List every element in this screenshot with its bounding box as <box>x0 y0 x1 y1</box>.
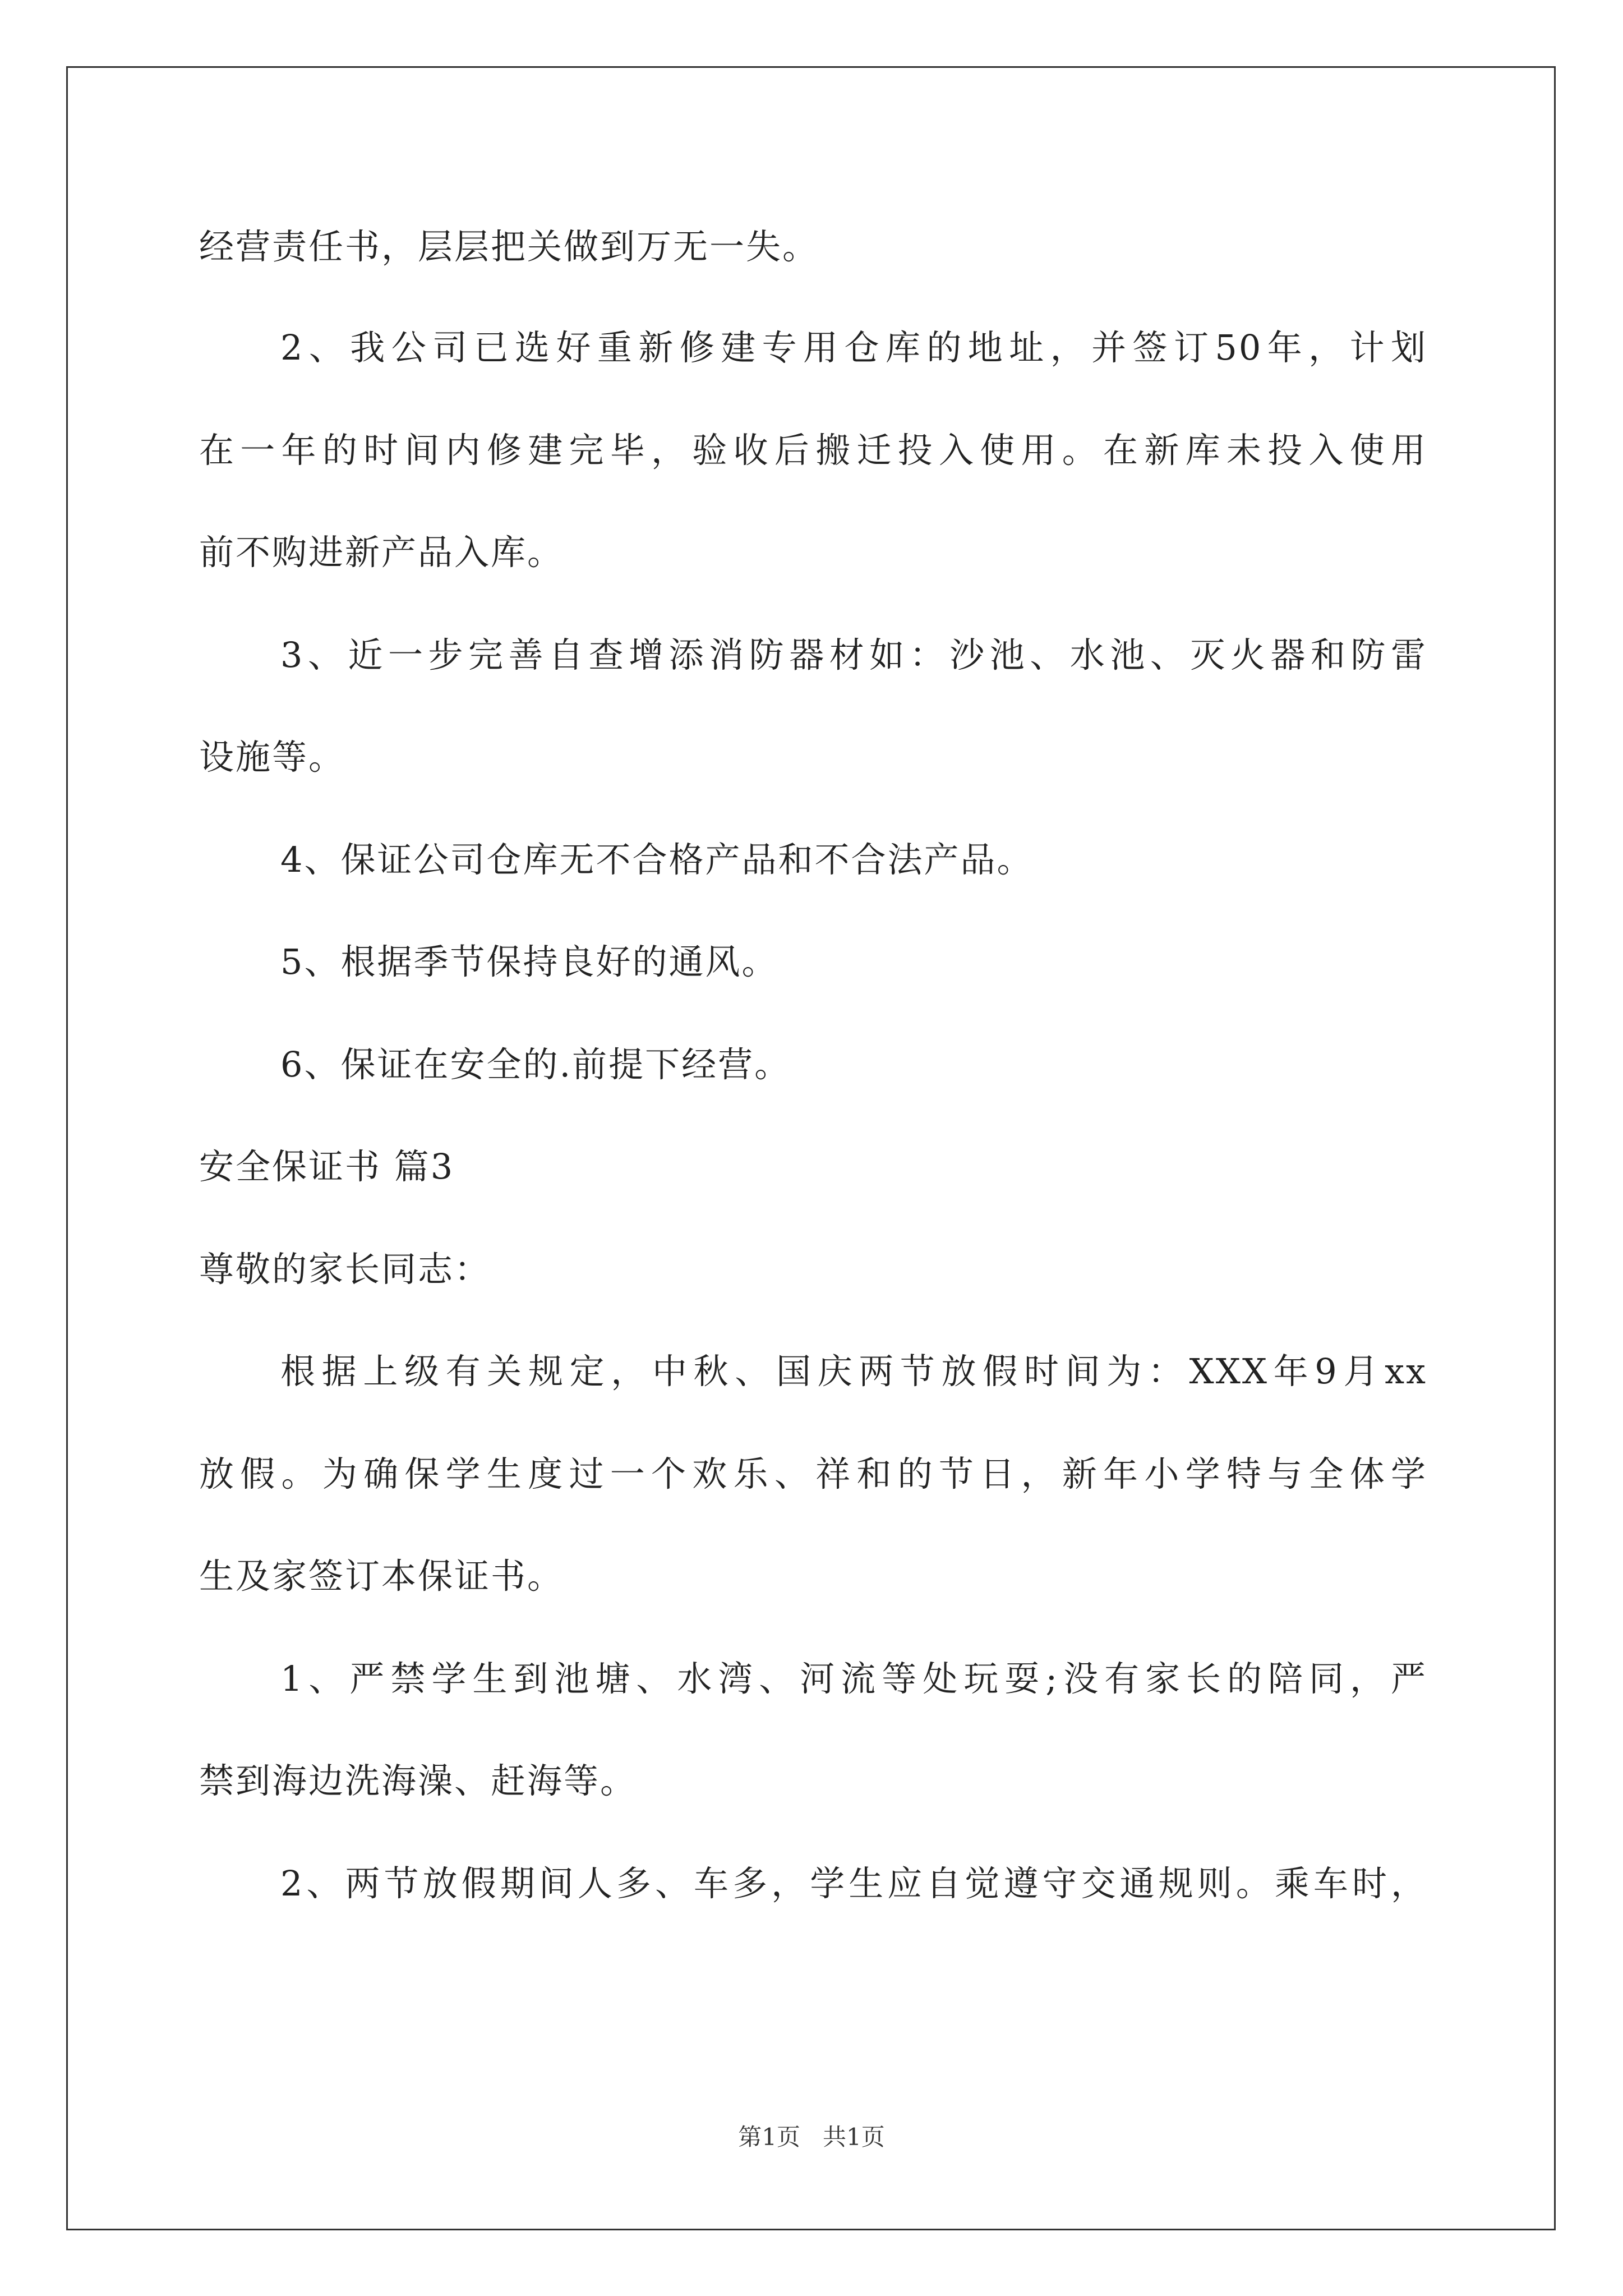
text-line: 4、保证公司仓库无不合格产品和不合法产品。 <box>280 839 1034 880</box>
text-line: 5、根据季节保持良好的通风。 <box>280 941 778 982</box>
text-line: 2、两节放假期间人多、车多，学生应自觉遵守交通规则。乘车时， <box>280 1863 1427 1904</box>
text-line: 2、我公司已选好重新修建专用仓库的地址，并签订50年，计划 <box>280 327 1427 368</box>
text-line: 设施等。 <box>199 737 345 777</box>
text-line: 前不购进新产品入库。 <box>199 532 564 573</box>
salutation: 尊敬的家长同志： <box>199 1249 491 1290</box>
text-line: 3、近一步完善自查增添消防器材如：沙池、水池、灭火器和防雷 <box>280 634 1427 675</box>
text-line: 根据上级有关规定，中秋、国庆两节放假时间为：XXX年9月xx <box>280 1351 1427 1392</box>
text-line: 1、严禁学生到池塘、水湾、河流等处玩耍;没有家长的陪同，严 <box>280 1658 1427 1699</box>
text-line: 禁到海边洗海澡、赶海等。 <box>199 1760 637 1801</box>
text-line: 生及家签订本保证书。 <box>199 1556 564 1596</box>
page-footer: 第1页 共1页 <box>738 2123 885 2151</box>
text-line: 放假。为确保学生度过一个欢乐、祥和的节日，新年小学特与全体学 <box>199 1453 1427 1494</box>
text-line: 在一年的时间内修建完毕，验收后搬迁投入使用。在新库未投入使用 <box>199 430 1427 471</box>
text-line: 经营责任书，层层把关做到万无一失。 <box>199 226 819 267</box>
section-heading: 安全保证书 篇3 <box>199 1146 455 1187</box>
text-line: 6、保证在安全的.前提下经营。 <box>280 1044 791 1085</box>
